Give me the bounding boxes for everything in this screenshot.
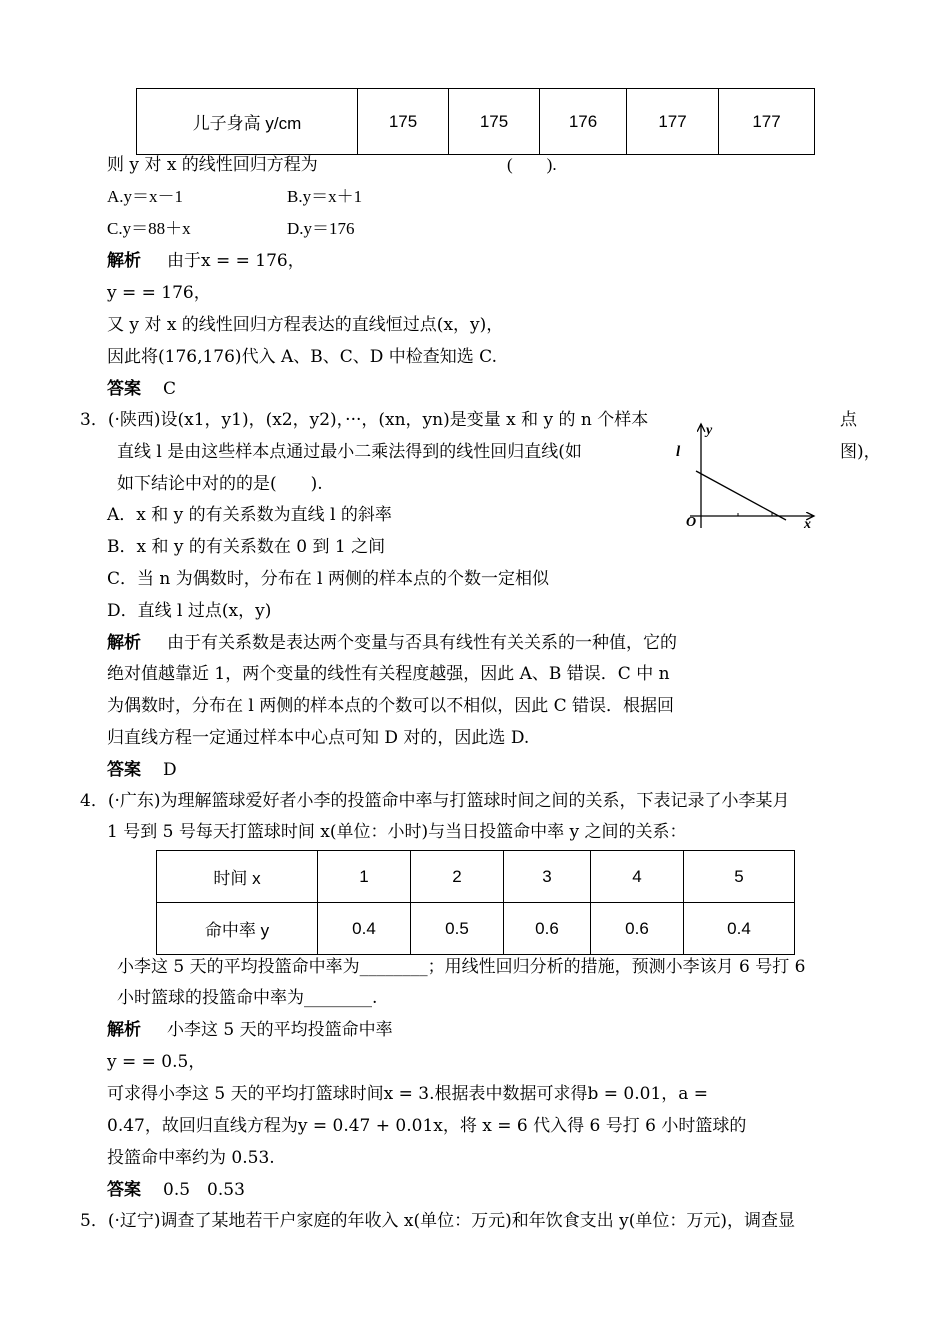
regression-line-figure — [664, 418, 824, 533]
q4-stem-line: 1 号到 5 号每天打篮球时间 x(单位：小时)与当日投篮命中率 y 之间的关系： — [107, 822, 687, 842]
q3-analysis-line: 绝对值越靠近 1，两个变量的线性有关程度越强，因此 A、B 错误．C 中 n — [107, 664, 670, 684]
shooting-rate-table — [156, 850, 795, 955]
q2-option-c: C.y＝88＋x — [107, 219, 191, 238]
table-cell: 0.5 — [411, 903, 504, 955]
line-label: l — [676, 444, 681, 460]
q4-stem-line: 4．(·广东)为理解篮球爱好者小李的投篮命中率与打篮球时间之间的关系，下表记录了小李某月 — [80, 791, 790, 811]
q2-option-d: D.y＝176 — [287, 219, 355, 238]
q3-answer: D — [163, 760, 177, 780]
table-cell: 2 — [411, 851, 504, 903]
q4-analysis-line: y = = 0.5， — [107, 1052, 206, 1072]
q5-stem-line: 5．(·辽宁)调查了某地若干户家庭的年收入 x(单位：万元)和年饮食支出 y(单位：万元)，调查显 — [80, 1211, 796, 1231]
q2-analysis-line: 又 y 对 x 的线性回归方程表达的直线恒过点(x，y)， — [107, 315, 504, 335]
q2-analysis-line: 因此将(176,176)代入 A、B、C、D 中检查知选 C. — [107, 347, 497, 367]
q4-stem-line: 小李这 5 天的平均投篮命中率为________；用线性回归分析的措施，预测小李该月 6 号打 6 — [117, 957, 806, 977]
table-cell: 5 — [684, 851, 795, 903]
table-cell: 0.6 — [591, 903, 684, 955]
q4-answer-label: 答案 — [107, 1180, 141, 1200]
q2-answer: C — [163, 379, 177, 399]
q3-option-c: C．当 n 为偶数时，分布在 l 两侧的样本点的个数一定相似 — [107, 569, 550, 589]
q2-stem: 则 y 对 x 的线性回归方程为 — [107, 155, 318, 175]
table-cell: 0.6 — [504, 903, 591, 955]
q3-answer-label: 答案 — [107, 760, 141, 780]
q2-analysis-line: 由于x = = 176， — [167, 251, 305, 271]
q3-option-b: B．x 和 y 的有关系数在 0 到 1 之间 — [107, 537, 386, 557]
q3-stem-line: 如下结论中对的的是( ). — [117, 474, 323, 494]
q2-answer-label: 答案 — [107, 379, 141, 399]
q3-analysis-label: 解析 — [107, 633, 141, 653]
q3-option-a: A．x 和 y 的有关系数为直线 l 的斜率 — [107, 505, 392, 525]
q3-stem-line-end: 图)， — [840, 442, 881, 462]
son-height-table — [136, 88, 815, 155]
q3-stem-line: 3．(·陕西)设(x1，y1)，(x2，y2)，···，(xn，yn)是变量 x 和 y 的 n 个样本 — [80, 410, 649, 430]
q2-analysis-label: 解析 — [107, 251, 141, 271]
origin-label: O — [686, 515, 697, 530]
regression-line — [696, 471, 786, 520]
q4-stem-line: 小时篮球的投篮命中率为________. — [117, 988, 378, 1008]
q3-analysis-line: 归直线方程一定通过样本中心点可知 D 对的，因此选 D. — [107, 728, 530, 748]
table-cell: 1 — [318, 851, 411, 903]
q4-analysis-label: 解析 — [107, 1020, 141, 1040]
table-cell: 0.4 — [318, 903, 411, 955]
q2-analysis-line: y = = 176， — [107, 283, 211, 303]
table-cell: 4 — [591, 851, 684, 903]
q2-option-a: A.y＝x－1 — [107, 187, 184, 206]
q2-bracket: ( ). — [507, 155, 557, 174]
q4-analysis-line: 0.47，故回归直线方程为y = 0.47 + 0.01x，将 x = 6 代入得 6 号打 6 小时篮球的 — [107, 1116, 747, 1136]
y-axis-label: y — [706, 423, 713, 438]
q3-stem-line-end: 点 — [840, 410, 857, 430]
q4-answer: 0.5 0.53 — [163, 1180, 245, 1200]
q4-analysis-line: 可求得小李这 5 天的平均打篮球时间x = 3.根据表中数据可求得b = 0.01，a = — [107, 1084, 709, 1104]
x-axis-label: x — [804, 517, 811, 532]
table-cell: 3 — [504, 851, 591, 903]
table-cell: 175 — [358, 89, 449, 155]
table-cell: 177 — [719, 89, 815, 155]
q4-analysis-line: 小李这 5 天的平均投篮命中率 — [167, 1020, 393, 1040]
q4-analysis-line: 投篮命中率约为 0.53. — [107, 1148, 275, 1168]
table-cell: 177 — [627, 89, 719, 155]
table-cell: 175 — [449, 89, 540, 155]
table-cell-label: 儿子身高 y/cm — [137, 89, 358, 155]
q3-analysis-line: 为偶数时，分布在 l 两侧的样本点的个数可以不相似，因此 C 错误．根据回 — [107, 696, 675, 716]
q2-option-b: B.y＝x＋1 — [287, 187, 363, 206]
table-cell: 0.4 — [684, 903, 795, 955]
q3-analysis-line: 由于有关系数是表达两个变量与否具有线性有关关系的一种值，它的 — [167, 633, 677, 653]
q3-stem-line: 直线 l 是由这些样本点通过最小二乘法得到的线性回归直线(如 — [117, 442, 582, 462]
table-cell: 176 — [540, 89, 627, 155]
q3-option-d: D．直线 l 过点(x，y) — [107, 601, 272, 621]
table-row-header: 时间 x — [157, 851, 318, 903]
table-row-header: 命中率 y — [157, 903, 318, 955]
